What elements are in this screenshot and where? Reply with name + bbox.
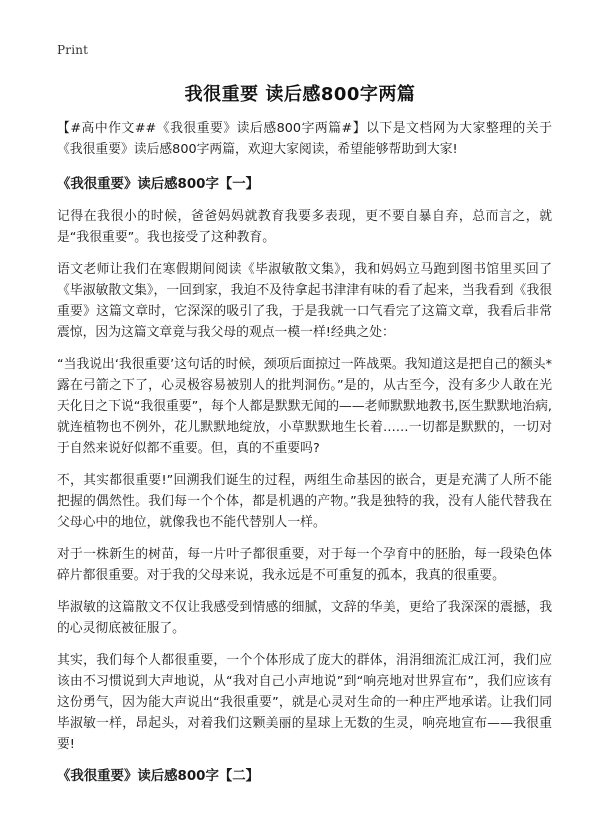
body-paragraph: 对于一株新生的树苗，每一片叶子都很重要，对于每一个孕育中的胚胎，每一段染色体碎片都很重要。对于我的父母来说，我永远是不可重复的孤本，我真的很重要。	[57, 547, 552, 583]
body-paragraph: “当我说出‘我很重要’这句话的时候，颈项后面掠过一阵战栗。我知道这是把自己的额头*露在弓箭之下了，心灵极容易被别人的批判洞伤。”是的，从古至今，没有多少人敢在光天化日之下说“我很重要”，每个人都是默默无闻的——老师默默地教书,医生默默地治病,就连植物也不例外，花儿默默地绽放，小草默默地生长着……一切都是默默的，一切对于自然来说好似都不重要。但，真的不重要吗?	[57, 357, 552, 456]
section-heading-two: 《我很重要》读后感800字【二】	[57, 769, 260, 784]
body-paragraph: 语文老师让我们在寒假期间阅读《毕淑敏散文集》，我和妈妈立马跑到图书馆里买回了《毕淑敏散文集》，一回到家，我迫不及待拿起书津津有味的看了起来，当我看到《我很重要》这篇文章时，它深深的吸引了我，于是我就一口气看完了这篇文章，我看后非常震惊，因为这篇文章竟与我父母的观点一模一样!经典之处：	[57, 262, 552, 340]
body-paragraph: 不，其实都很重要!”回溯我们诞生的过程，两组生命基因的嵌合，更是充满了人所不能把握的偶然性。我们每一个个体，都是机遇的产物。”我是独特的我，没有人能代替我在父母心中的地位，就像我也不能代替别人一样。	[57, 473, 552, 530]
body-paragraph: 记得在我很小的时候，爸爸妈妈就教育我要多表现，更不要自暴自弃，总而言之，就是“我很重要”。我也接受了这种教育。	[57, 209, 552, 245]
print-label: Print	[57, 43, 89, 57]
body-paragraph: 毕淑敏的这篇散文不仅让我感受到情感的细腻，文辞的华美，更给了我深深的震撼，我的心灵彻底被征服了。	[57, 600, 552, 636]
intro-paragraph: 【#高中作文##《我很重要》读后感800字两篇#】以下是文档网为大家整理的关于《我很重要》读后感800字两篇，欢迎大家阅读，希望能够帮助到大家!	[57, 121, 552, 157]
document-body	[57, 118, 552, 798]
document-title: 我很重要 读后感800字两篇	[184, 84, 416, 105]
body-paragraph: 其实，我们每个人都很重要，一个个体形成了庞大的群体，涓涓细流汇成江河，我们应该由不习惯说到大声地说，从“我对自己小声地说”到“响亮地对世界宣布”，我们应该有这份勇气，因为能大声说出“我很重要”，就是心灵对生命的一种庄严地承诺。让我们同毕淑敏一样，昂起头，对着我们这颗美丽的星球上无数的生灵，响亮地宣布——我很重要!	[57, 653, 552, 752]
section-heading-one: 《我很重要》读后感800字【一】	[57, 177, 260, 192]
